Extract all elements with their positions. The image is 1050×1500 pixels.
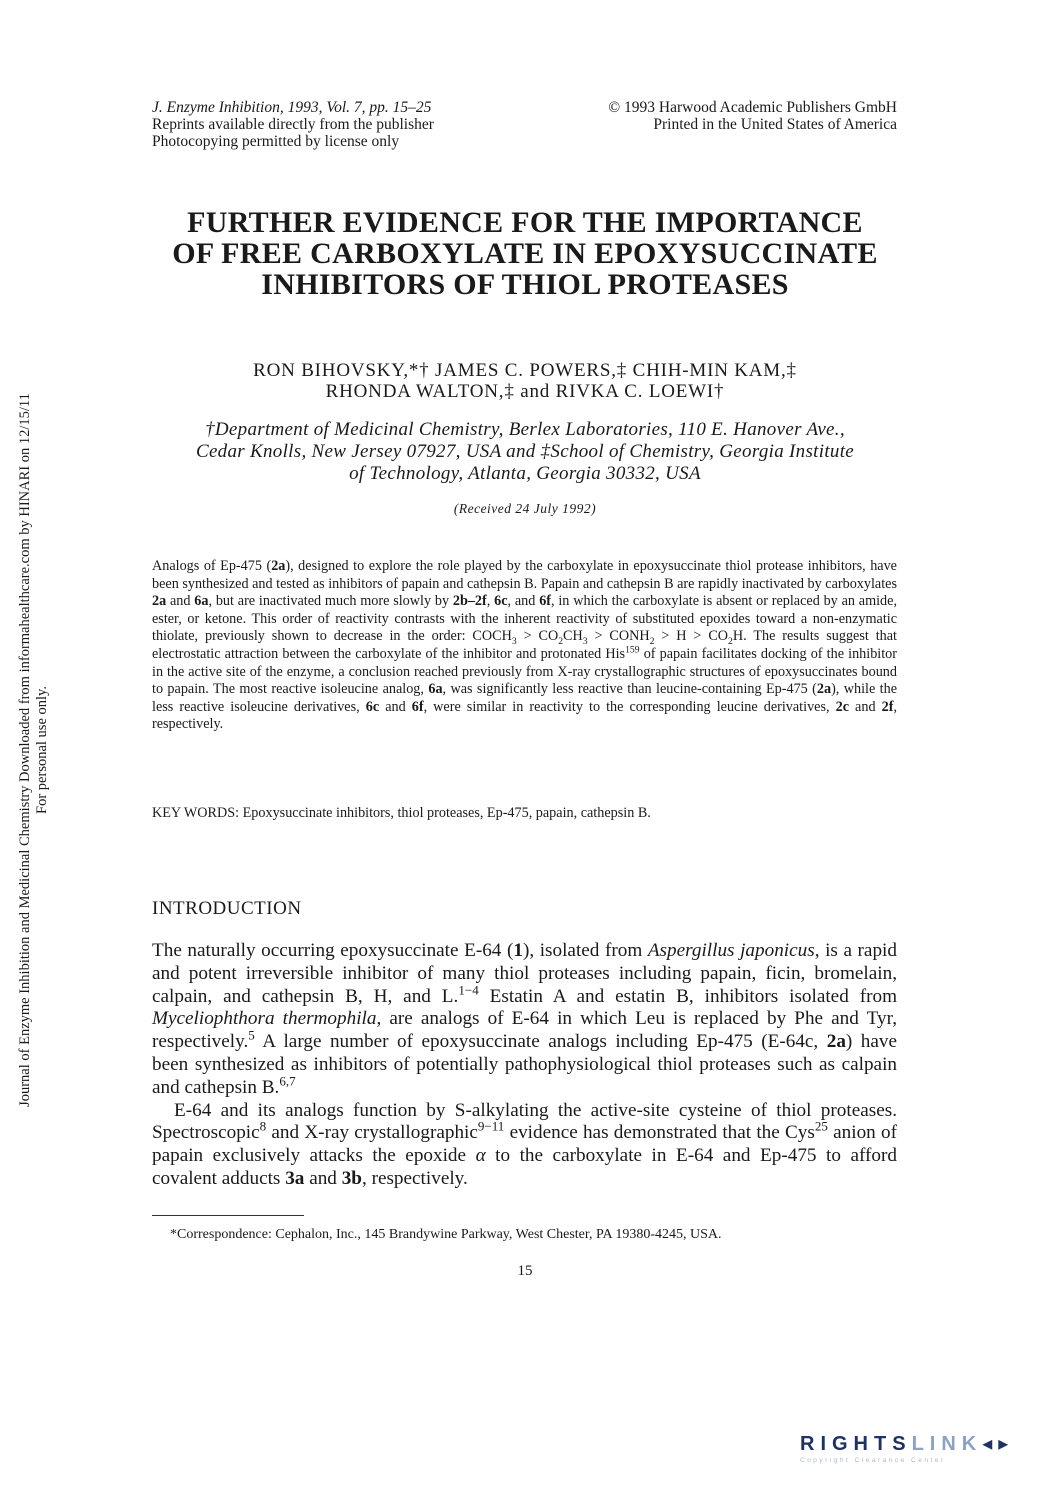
footnote: *Correspondence: Cephalon, Inc., 145 Brandywine Parkway, West Chester, PA 19380-4245, USA. — [170, 1227, 722, 1242]
logo-text-dark: RIGHTS — [800, 1433, 912, 1455]
rightslink-logo[interactable] — [800, 1431, 1032, 1477]
download-watermark: Journal of Enzyme Inhibition and Medicinal Chemistry Downloaded from informahealthcare.com by HINARI on 12/15/11 For personal use only. — [17, 393, 50, 1107]
logo-subtitle: Copyright Clearance Center — [800, 1457, 946, 1464]
affiliations: †Department of Medicinal Chemistry, Berlex Laboratories, 110 E. Hanover Ave., Cedar Knolls, New Jersey 07927, USA and ‡School of Chemistry, Georgia Institute of Technology, Atlanta, Georgia 30332, USA — [195, 419, 855, 484]
journal-citation — [152, 99, 434, 150]
copyright-line: © 1993 Harwood Academic Publishers GmbH — [608, 99, 897, 116]
citation-line: J. Enzyme Inhibition, 1993, Vol. 7, pp. 15–25 — [152, 99, 432, 116]
abstract: Analogs of Ep-475 (2a), designed to explore the role played by the carboxylate in epoxysuccinate thiol protease inhibitors, have been synthesized and tested as inhibitors of papain and cathepsin B. Papain and cathepsin B are rapidly inactivated by carboxylates 2a and 6a, but are inactivated much more slowly by 2b–2f, 6c, and 6f, in which the carboxylate is absent or replaced by an amide, ester, or ketone. This order of reactivity contrasts with the inherent reactivity of substituted epoxides toward a non-enzymatic thiolate, previously shown to decrease in the order: $COCH_3 > CO_2CH_3$ > $CONH_2 > H > CO_2H$. The results suggest that electrostatic attraction between the carboxylate of the inhibitor and protonated His$^{159}$ of papain facilitates docking of the inhibitor in the active site of the enzyme, a conclusion reached previously from X-ray crystallographic structures of epoxysuccinates bound to papain. The most reactive isoleucine analog, 6a, was significantly less reactive than leucine-containing Ep-475 (2a), while the less reactive isoleucine derivatives, 6c and 6f, were similar in reactivity to the corresponding leucine derivatives, 2c and 2f, respectively. — [152, 558, 897, 733]
paragraph: The naturally occurring epoxysuccinate E-64 (1), isolated from Aspergillus japonicus, is a rapid and potent irreversible inhibitor of many thiol proteases including papain, ficin, bromelain, calpain, and cathepsin B, H, and L.$^{1-4}$ Estatin A and estatin B, inhibitors isolated from Myceliophthora thermophila, are analogs of E-64 in which Leu is replaced by Phe and Tyr, respectively.$^5$ A large number of epoxysuccinate analogs including Ep-475 (E-64c, 2a) have been synthesized as inhibitors of potentially pathophysiological thiol proteases such as calpain and cathepsin B.$^{6,7}$ — [152, 940, 898, 1098]
logo-text-light: LINK — [911, 1433, 983, 1455]
section-heading: INTRODUCTION — [152, 898, 302, 919]
printed-line: Printed in the United States of America — [653, 116, 897, 133]
paper-title: FURTHER EVIDENCE FOR THE IMPORTANCE OF FREE CARBOXYLATE IN EPOXYSUCCINATE INHIBITORS OF THIOL PROTEASES — [172, 206, 878, 301]
page-number: 15 — [517, 1263, 533, 1279]
received-date: (Received 24 July 1992) — [453, 501, 597, 516]
keywords: KEY WORDS: Epoxysuccinate inhibitors, thiol proteases, Ep-475, papain, cathepsin B. — [152, 805, 651, 821]
footnote-divider — [152, 1215, 304, 1216]
paragraph: E-64 and its analogs function by S-alkylating the active-site cysteine of thiol proteases. Spectroscopic$^8$ and X-ray crystallographic$^{9-11}$ evidence has demonstrated that the Cys$^{25}$ anion of papain exclusively attacks the epoxide α to the carboxylate in E-64 and Ep-475 to afford covalent adducts 3a and 3b, respectively. — [152, 1099, 897, 1189]
copyright-notice — [560, 99, 897, 133]
arrows-icon: ◂▸ — [982, 1433, 1015, 1455]
author-list: RON BIHOVSKY,*† JAMES C. POWERS,‡ CHIH-MIN KAM,‡ RHONDA WALTON,‡ and RIVKA C. LOEWI† — [253, 360, 797, 402]
introduction-body — [152, 940, 897, 1191]
reprints-line: Reprints available directly from the publisher — [152, 116, 434, 133]
photocopy-line: Photocopying permitted by license only — [152, 133, 400, 150]
